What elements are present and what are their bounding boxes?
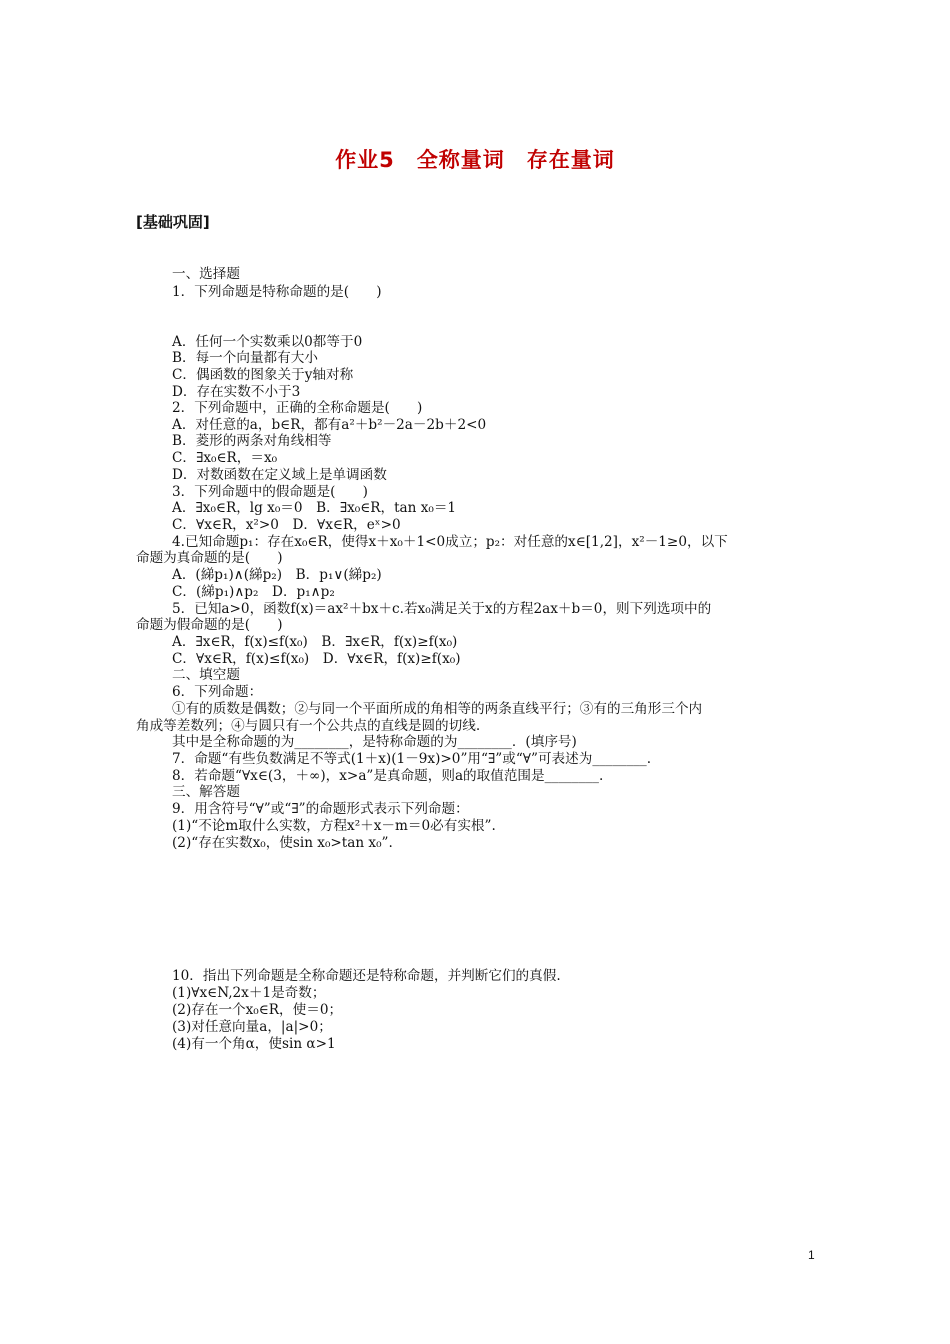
page-title: 作业5 全称量词 存在量词 bbox=[335, 148, 615, 172]
text-line-q3b: C．∀x∈R，x²>0 D．∀x∈R，eˣ>0 bbox=[172, 517, 401, 533]
text-line-h1: 一、选择题 bbox=[172, 266, 240, 282]
text-line-q3: 3．下列命题中的假命题是( ) bbox=[172, 484, 368, 500]
text-line-h3: 三、解答题 bbox=[172, 784, 240, 800]
text-line-q1c: C．偶函数的图象关于y轴对称 bbox=[172, 367, 354, 383]
text-line-q6c: 其中是全称命题的为________，是特称命题的为________．(填序号) bbox=[172, 734, 577, 750]
text-line-q5: 5．已知a>0，函数f(x)＝ax²＋bx＋c.若x₀满足关于x的方程2ax＋b＝0，则下列选项中的 bbox=[172, 601, 712, 617]
text-line-q2b: B．菱形的两条对角线相等 bbox=[172, 433, 332, 449]
text-line-q1b: B．每一个向量都有大小 bbox=[172, 350, 318, 366]
text-line-q10: 10．指出下列命题是全称命题还是特称命题，并判断它们的真假. bbox=[172, 968, 561, 984]
text-line-q2d: D．对数函数在定义域上是单调函数 bbox=[172, 467, 387, 483]
text-line-q1d: D．存在实数不小于3 bbox=[172, 384, 301, 400]
text-line-q4: 4.已知命题p₁：存在x₀∈R，使得x＋x₀＋1<0成立；p₂：对任意的x∈[1,2]，x²－1≥0，以下 bbox=[172, 534, 728, 550]
text-line-q10a: (1)∀x∈N,2x＋1是奇数； bbox=[172, 985, 326, 1001]
text-line-q2c: C．∃x₀∈R，＝x₀ bbox=[172, 450, 278, 466]
text-line-q5b: 命题为假命题的是( ) bbox=[136, 617, 283, 633]
text-line-q3a: A．∃x₀∈R，lg x₀＝0 B．∃x₀∈R，tan x₀＝1 bbox=[172, 500, 457, 516]
section-label: [基础巩固] bbox=[136, 213, 210, 231]
text-line-q10c: (3)对任意向量a，|a|>0； bbox=[172, 1019, 332, 1035]
text-line-q7: 7．命题“有些负数满足不等式(1＋x)(1－9x)>0”用“∃”或“∀”可表述为________. bbox=[172, 751, 652, 767]
text-line-q2: 2．下列命题中，正确的全称命题是( ) bbox=[172, 400, 423, 416]
text-line-q9a: (1)“不论m取什么实数，方程x²＋x－m＝0必有实根”. bbox=[172, 818, 496, 834]
text-line-q1: 1．下列命题是特称命题的是( ) bbox=[172, 284, 382, 300]
page-number: 1 bbox=[808, 1248, 815, 1262]
text-line-q8: 8．若命题“∀x∈(3，＋∞)，x>a”是真命题，则a的取值范围是________. bbox=[172, 768, 604, 784]
text-line-q4c: A．(綈p₁)∧(綈p₂) B．p₁∨(綈p₂) bbox=[172, 567, 382, 583]
text-line-q10d: (4)有一个角α，使sin α>1 bbox=[172, 1036, 336, 1052]
text-line-q6b: 角成等差数列；④与圆只有一个公共点的直线是圆的切线. bbox=[136, 718, 481, 734]
text-line-q1a: A．任何一个实数乘以0都等于0 bbox=[172, 334, 363, 350]
text-line-q6a: ①有的质数是偶数；②与同一个平面所成的角相等的两条直线平行；③有的三角形三个内 bbox=[172, 701, 703, 717]
text-line-q4d: C．(綈p₁)∧p₂ D．p₁∧p₂ bbox=[172, 584, 335, 600]
text-line-q6: 6．下列命题： bbox=[172, 684, 263, 700]
text-line-q10b: (2)存在一个x₀∈R，使＝0； bbox=[172, 1002, 343, 1018]
text-line-h2: 二、填空题 bbox=[172, 667, 240, 683]
text-line-q5d: C．∀x∈R，f(x)≤f(x₀) D．∀x∈R，f(x)≥f(x₀) bbox=[172, 651, 461, 667]
text-line-q2a: A．对任意的a，b∈R，都有a²＋b²－2a－2b＋2<0 bbox=[172, 417, 487, 433]
text-line-q9: 9．用含符号“∀”或“∃”的命题形式表示下列命题： bbox=[172, 801, 469, 817]
text-line-q9b: (2)“存在实数x₀，使sin x₀>tan x₀”. bbox=[172, 835, 393, 851]
text-line-q4b: 命题为真命题的是( ) bbox=[136, 550, 283, 566]
text-line-q5c: A．∃x∈R，f(x)≤f(x₀) B．∃x∈R，f(x)≥f(x₀) bbox=[172, 634, 458, 650]
